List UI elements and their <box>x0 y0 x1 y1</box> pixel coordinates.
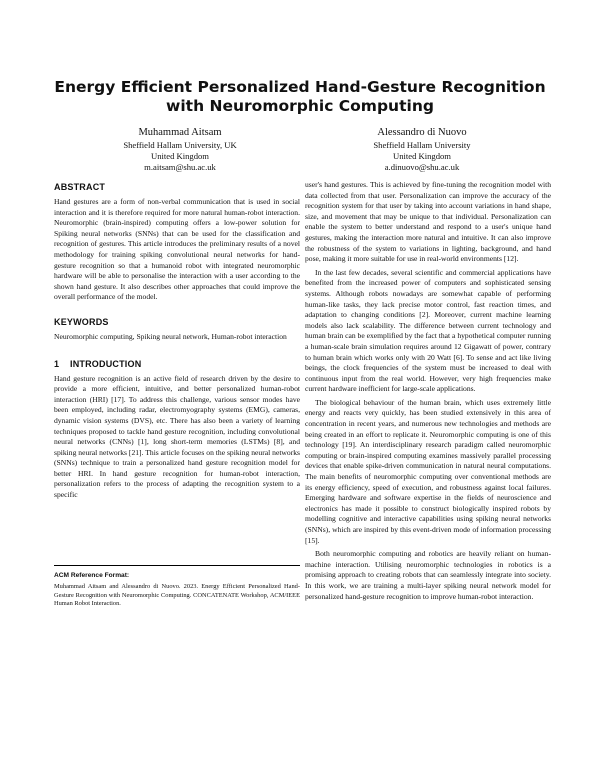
paper-title: Energy Efficient Personalized Hand-Gesture Recognition with Neuromorphic Computing <box>54 78 546 115</box>
section-number: 1 <box>54 358 60 369</box>
author-name: Alessandro di Nuovo <box>377 127 467 138</box>
author-block-1 <box>60 126 300 173</box>
abstract-text: Hand gestures are a form of non-verbal communication that is used in social interaction and it is therefore required for more natural human-robot interaction. Neuromorphic (brain-inspired) computing offers a low-power solution for Spiking neural networks (SNNs) that can be used for the classification and recognition of gestures. This article introduces the preliminary results of a novel methodology for training spiking convolutional neural networks for hand-gesture recognition so that a humanoid robot with integrated neuromorphic hardware will be able to personalise the interaction with a user according to the shown hand gesture. It also describes other approaches that could improve the overall performance of the model. <box>54 197 300 302</box>
left-column <box>54 182 300 501</box>
author-name: Muhammad Aitsam <box>138 127 222 138</box>
author-email: a.dinuovo@shu.ac.uk <box>384 162 460 172</box>
abstract-heading: ABSTRACT <box>54 182 106 192</box>
acm-reference-label: ACM Reference Format: <box>54 572 130 579</box>
intro-paragraph: In the last few decades, several scientific and commercial applications have benefited from the increased power of computers and sophisticated sensing systems. Although robots nowadays are somewhat capable of performing human-like tasks, they lack precise motor control, fast reaction times, and adaptation to changing conditions [2]. Moreover, current machine learning models also lack scalability. The difference between current technology and human brain can be exemplified by the fact that a hypothetical computer running a human-scale brain simulation requires around 12 Gigawatt of power, contrary to human brain which works only with 20 Watt [6]. To sense and act like living beings, the clock frequencies of the system must be increased to deal with continuous input from the real world. However, very high frequencies make current hardware inefficient for large-scale applications. <box>305 267 551 394</box>
acm-reference <box>54 565 300 609</box>
author-email: m.aitsam@shu.ac.uk <box>144 162 216 172</box>
keywords-text: Neuromorphic computing, Spiking neural network, Human-robot interaction <box>54 331 287 341</box>
author-affiliation: Sheffield Hallam University <box>373 140 471 150</box>
section-title: INTRODUCTION <box>70 358 142 369</box>
intro-paragraph: Both neuromorphic computing and robotics are heavily reliant on human-machine interaction. Utilising neuromorphic technologies in robotics is a promising approach to creating robots that can seamlessly integrate into society. In this work, we are training a multi-layer spiking neural network model for personalized hand-gesture recognition to improve human-robot interaction. <box>305 549 551 601</box>
intro-paragraph: user's hand gestures. This is achieved by fine-tuning the recognition model with data collected from that user. Personalization can improve the accuracy of the recognition system for that user by taking into account variations in hand shape, size, and movement that may be unique to that individual. Personalization can enable the system to better understand and respond to a user's unique hand gestures, making the interaction more natural and intuitive. It can also improve the robustness of the system to variations in lighting, background, and hand pose, making it more suitable for use in real-world environments [12]. <box>305 180 551 264</box>
author-country: United Kingdom <box>150 151 209 161</box>
keywords-heading: KEYWORDS <box>54 316 109 327</box>
intro-paragraph: The biological behaviour of the human brain, which uses extremely little energy and reacts very quickly, has been studied extensively in this area of concentration in recent years, and numerous new technologies and methods are being created in an effort to replicate it. Neuromorphic computing is one of this technology [19]. An interdisciplinary research paradigm called neuromorphic computing or brain-inspired computing examines massively parallel processing devices that enable spike-driven communication in natural neural computations. The main benefits of neuromorphic computing over conventional methods are its energy efficiency, speed of execution, and robustness against local failures. Emerging hardware and software expertise in the fields of neuroscience and electronics has made it possible to construct biologically inspired robots by modelling cognitive and interactive capabilities using spiking neural networks (SNNs), which are inspired by this event-driven mode of information processing [15]. <box>305 397 551 545</box>
author-block-2 <box>302 126 542 173</box>
intro-paragraph: Hand gesture recognition is an active field of research driven by the desire to provide a more efficient, intuitive, and better personalized human-robot interaction (HRI) [17]. To address this challenge, various sensor modes have been employed, including radar, electromyography systems (EMG), cameras, dynamic vision systems (DVS), etc. There has also been a variety of learning techniques proposed to tackle hand gesture recognition, including convolutional neural networks (CNNs) [1], long short-term memories (LSTMs) [8], and spiking neural networks [21]. This article focuses on the spiking neural networks (SNNs) technique to train a personalized hand gesture recognition model for better HRI. In hand gesture recognition for human-robot interaction, personalization refers to the process of adapting the recognition system to a specific <box>54 373 300 500</box>
author-affiliation: Sheffield Hallam University, UK <box>123 140 237 150</box>
author-country: United Kingdom <box>392 151 451 161</box>
right-column <box>305 180 551 602</box>
acm-reference-text: Muhammad Aitsam and Alessandro di Nuovo. 2023. Energy Efficient Personalized Hand-Gesture Recognition with Neuromorphic Computing. CONCATENATE Workshop, ACM/IEEE Human Robot Interaction. <box>54 582 300 608</box>
introduction-heading <box>54 359 300 370</box>
